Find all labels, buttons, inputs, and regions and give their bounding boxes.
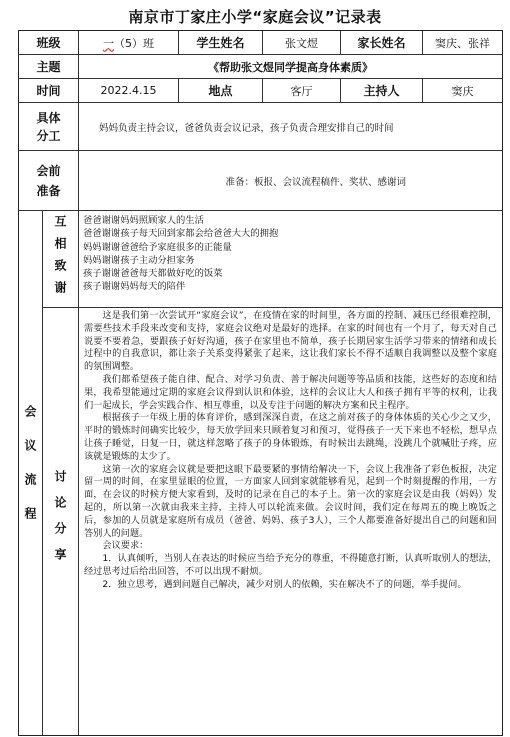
class-value <box>79 31 179 55</box>
discussion-paragraph: 我们都希望孩子能自律、配合、对学习负责、善于解决问题等等品质和技能，这些好的态度和结果，我希望能通过定期的家庭会议得到认识和体验，这样的会议让大人和孩子拥有平等的权利，让我们一起成长，学会实践合作、相互尊重，以及专注于问题的解决方案和民主程序。 <box>84 373 497 411</box>
division-label: 具体分工 <box>19 103 79 151</box>
thanks-line: 爸爸谢谢孩子每天回到家都会给爸爸大大的拥抱 <box>83 228 279 240</box>
record-table <box>18 30 503 736</box>
time-label: 时间 <box>19 79 79 103</box>
thanks-line: 妈妈谢谢孩子主动分担家务 <box>83 254 195 266</box>
place-label: 地点 <box>179 79 263 103</box>
thanks-content <box>79 211 502 308</box>
thanks-line: 孩子谢谢妈妈每天的陪伴 <box>83 281 186 293</box>
time-value: 2022.4.15 <box>79 79 179 103</box>
thanks-list <box>79 211 282 297</box>
place-value: 客厅 <box>263 79 341 103</box>
process-label-cell <box>19 211 43 735</box>
discussion-paragraph: 根据孩子一年级上册的体育评价，感到深深自责，在这之前对孩子的身体体质的关心少之又少，平时的锻炼时间确实比较少，每天放学回来只顾着复习和预习，觉得孩子一天下来也不轻松，想早点让孩子睡觉，日复一日，就这样忽略了孩子的身体锻炼，有时候出去跳绳，没跳几个就喊肚子疼，应该就是锻炼的太少了。 <box>84 412 497 462</box>
page-title: 南京市丁家庄小学“家庭会议”记录表 <box>128 8 382 26</box>
thanks-line: 爸爸谢谢妈妈照顾家人的生活 <box>83 215 204 226</box>
thanks-line: 孩子谢谢爸爸每天都做好吃的饭菜 <box>83 268 223 280</box>
preparation-value: 准备：板报、会议流程稿件、奖状、感谢词 <box>79 151 502 211</box>
host-label: 主持人 <box>341 79 423 103</box>
requirement-item: 2．独立思考，遇到问题自己解决，减少对别人的依赖，实在解决不了的问题，举手提问。 <box>102 578 467 590</box>
theme-value: 《帮助张文煜同学提高身体素质》 <box>79 55 502 79</box>
discussion-content <box>79 308 502 735</box>
discussion-text <box>79 308 502 594</box>
process-label: 会议流程 <box>23 405 37 541</box>
division-value: 妈妈负责主持会议，爸爸负责会议记录，孩子负责合理安排自己的时间 <box>79 103 502 151</box>
discussion-label-cell <box>43 308 79 735</box>
class-label: 班级 <box>19 31 79 55</box>
meeting-requirements-heading: 会议要求： <box>102 540 149 552</box>
thanks-label: 互相致谢 <box>53 215 67 303</box>
discussion-paragraph: 这第一次的家庭会议就是要把这眼下最要紧的事情给解决一下，会议上我准备了彩色板报，决定留一周的时间，在家里显眼的位置，一方面家人回到家就能够看见，起到一个时刻提醒的作用，一方面，在会议的时候方便大家看到，及时的记录在自己的本子上。第一次的家庭会议是由我（妈妈）发起的，所以第一次就由我来主持，主持人可以轮流来做。会议时间，我们定在每周五的晚上晚饭之后，参加的人员就是家庭所有成员（爸爸、妈妈、孩子3人），三个人都要准备好提出自己的问题和回答别人的问题。 <box>84 463 497 539</box>
theme-label: 主题 <box>19 55 79 79</box>
thanks-label-cell <box>43 211 79 308</box>
class-value-rest: （5）班 <box>114 36 154 50</box>
preparation-label: 会前准备 <box>19 151 79 211</box>
thanks-line: 妈妈谢谢爸爸给予家庭很多的正能量 <box>83 241 232 253</box>
requirement-item: 1．认真倾听，当别人在表达的时候应当给予充分的尊重，不得随意打断，认真听取别人的想法，经过思考过后给出回答，不可以出现不耐烦。 <box>84 553 497 577</box>
class-value-prefix: 一 <box>103 36 114 50</box>
student-name-value: 张文煜 <box>263 31 341 55</box>
student-name-label: 学生姓名 <box>179 31 263 55</box>
host-value: 窦庆 <box>423 79 502 103</box>
discussion-label: 讨论分享 <box>53 469 67 574</box>
discussion-paragraph: 这是我们第一次尝试开“家庭会议”，在疫情在家的时间里，各方面的控制、减压已经很难控制，需要些技术手段来改变和支持，家庭会议绝对是最好的选择。在家的时间也有一个月了，每天对自己说要不要着急，要跟孩子好好沟通，孩子在家里也不简单，孩子长期居家生活学习带来的情绪和成长过程中的自我意识，都让亲子关系变得紧张了起来，这让我们家长不得不适顺自我调整以及整个家庭的氛围调整。 <box>84 310 497 373</box>
parent-name-value: 窦庆、张祥 <box>423 31 502 55</box>
parent-name-label: 家长姓名 <box>341 31 423 55</box>
